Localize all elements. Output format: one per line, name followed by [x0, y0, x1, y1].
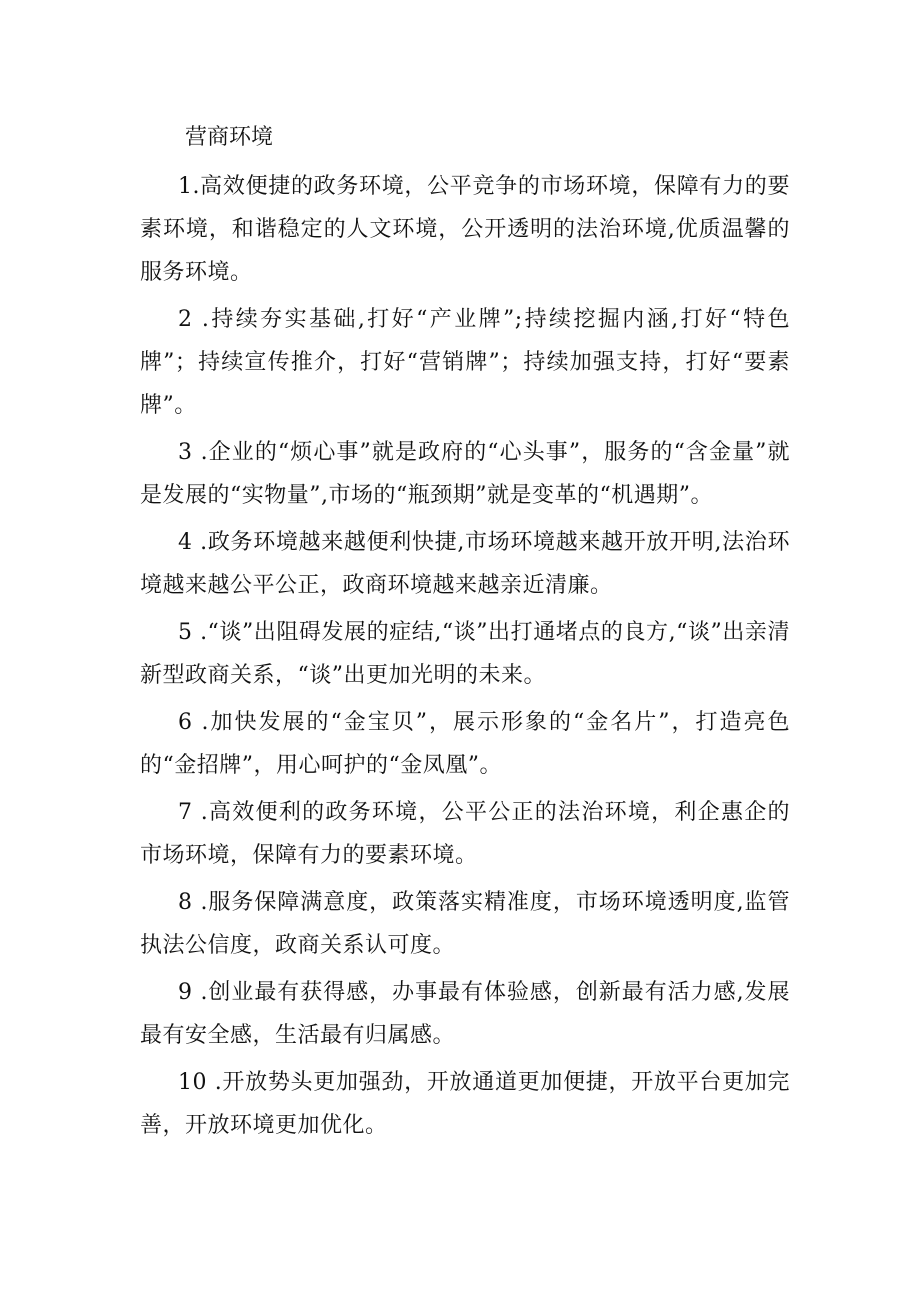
document-title: 营商环境 — [185, 125, 274, 150]
paragraph-6: 6 .加快发展的“金宝贝”，展示形象的“金名片”，打造亮色的“金招牌”，用心呵护的“金凤凰”。 — [140, 710, 790, 778]
paragraph-5: 5 .“谈”出阻碍发展的症结,“谈”出打通堵点的良方,“谈”出亲清新型政商关系，“谈”出更加光明的未来。 — [140, 620, 790, 688]
paragraph-1: 1.高效便捷的政务环境，公平竞争的市场环境，保障有力的要素环境，和谐稳定的人文环境，公开透明的法治环境,优质温馨的服务环境。 — [140, 174, 790, 285]
paragraph-9: 9 .创业最有获得感，办事最有体验感，创新最有活力感,发展最有安全感，生活最有归属感。 — [140, 980, 790, 1048]
paragraph-7: 7 .高效便利的政务环境，公平公正的法治环境，利企惠企的市场环境，保障有力的要素环境。 — [140, 800, 790, 868]
document-body — [140, 116, 790, 1151]
paragraph-8: 8 .服务保障满意度，政策落实精准度，市场环境透明度,监管执法公信度，政商关系认可度。 — [140, 890, 790, 958]
paragraph-10: 10 .开放势头更加强劲，开放通道更加便捷，开放平台更加完善，开放环境更加优化。 — [140, 1070, 790, 1138]
paragraph-3: 3 .企业的“烦心事”就是政府的“心头事”，服务的“含金量”就是发展的“实物量”,市场的“瓶颈期”就是变革的“机遇期”。 — [140, 440, 790, 508]
paragraph-2: 2 .持续夯实基础,打好“产业牌”;持续挖掘内涵,打好“特色牌”；持续宣传推介，打好“营销牌”；持续加强支持，打好“要素牌”。 — [140, 307, 790, 418]
paragraph-4: 4 .政务环境越来越便利快捷,市场环境越来越开放开明,法治环境越来越公平公正，政商环境越来越亲近清廉。 — [140, 530, 790, 598]
